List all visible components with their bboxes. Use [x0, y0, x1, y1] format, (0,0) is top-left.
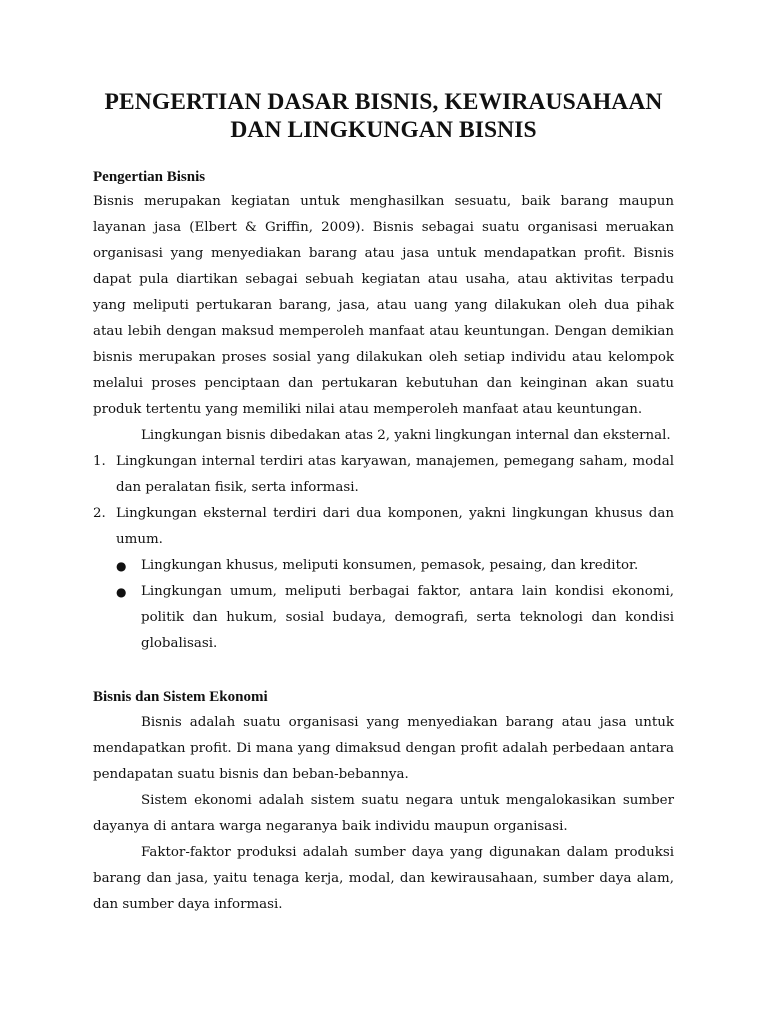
- list-item-text: Lingkungan eksternal terdiri dari dua komponen, yakni lingkungan khusus dan umum.: [116, 506, 674, 547]
- list-item: [93, 553, 674, 579]
- title-line-1: PENGERTIAN DASAR BISNIS, KEWIRAUSAHAAN: [104, 89, 663, 115]
- list-item: [93, 579, 674, 657]
- list-item-text: Lingkungan khusus, meliputi konsumen, pemasok, pesaing, dan kreditor.: [141, 558, 639, 573]
- title-line-2: DAN LINGKUNGAN BISNIS: [230, 117, 537, 143]
- numbered-list: [93, 449, 674, 553]
- document-title: [93, 88, 674, 144]
- paragraph: Sistem ekonomi adalah sistem suatu negara untuk mengalokasikan sumber dayanya di antara warga negaranya baik individu maupun organisasi.: [93, 793, 674, 834]
- list-item-text: Lingkungan umum, meliputi berbagai faktor, antara lain kondisi ekonomi, politik dan hukum, sosial budaya, demografi, serta teknologi dan kondisi globalisasi.: [141, 584, 674, 651]
- section-heading: Pengertian Bisnis: [93, 169, 206, 185]
- section-bisnis-dan-sistem-ekonomi: [93, 689, 674, 918]
- bullet-icon: ●: [116, 585, 127, 599]
- section-heading: Bisnis dan Sistem Ekonomi: [93, 689, 268, 705]
- list-number: 2.: [93, 506, 106, 521]
- list-item-text: Lingkungan internal terdiri atas karyawan, manajemen, pemegang saham, modal dan peralatan fisik, serta informasi.: [116, 454, 674, 495]
- list-item: [93, 449, 674, 501]
- paragraph: Bisnis adalah suatu organisasi yang menyediakan barang atau jasa untuk mendapatkan profit. Di mana yang dimaksud dengan profit adalah perbedaan antara pendapatan suatu bisnis dan beban-bebannya.: [93, 715, 674, 782]
- bullet-icon: ●: [116, 559, 127, 573]
- paragraph: Faktor-faktor produksi adalah sumber daya yang digunakan dalam produksi barang dan jasa, yaitu tenaga kerja, modal, dan kewirausahaan, sumber daya alam, dan sumber daya informasi.: [93, 845, 674, 912]
- list-number: 1.: [93, 454, 106, 469]
- list-item: [93, 501, 674, 553]
- bullet-list: [93, 553, 674, 657]
- paragraph: Bisnis merupakan kegiatan untuk menghasilkan sesuatu, baik barang maupun layanan jasa (Elbert & Griffin, 2009). Bisnis sebagai suatu organisasi meruakan organisasi yang menyediakan barang atau jasa untuk mendapatkan profit. Bisnis dapat pula diartikan sebagai sebuah kegiatan atau usaha, atau aktivitas terpadu yang meliputi pertukaran barang, jasa, atau uang yang dilakukan oleh dua pihak atau lebih dengan maksud memperoleh manfaat atau keuntungan. Dengan demikian bisnis merupakan proses sosial yang dilakukan oleh setiap individu atau kelompok melalui proses penciptaan dan pertukaran kebutuhan dan keinginan akan suatu produk tertentu yang memiliki nilai atau memperoleh manfaat atau keuntungan.: [93, 194, 674, 417]
- paragraph: Lingkungan bisnis dibedakan atas 2, yakni lingkungan internal dan eksternal.: [141, 428, 671, 443]
- section-pengertian-bisnis: [93, 169, 674, 657]
